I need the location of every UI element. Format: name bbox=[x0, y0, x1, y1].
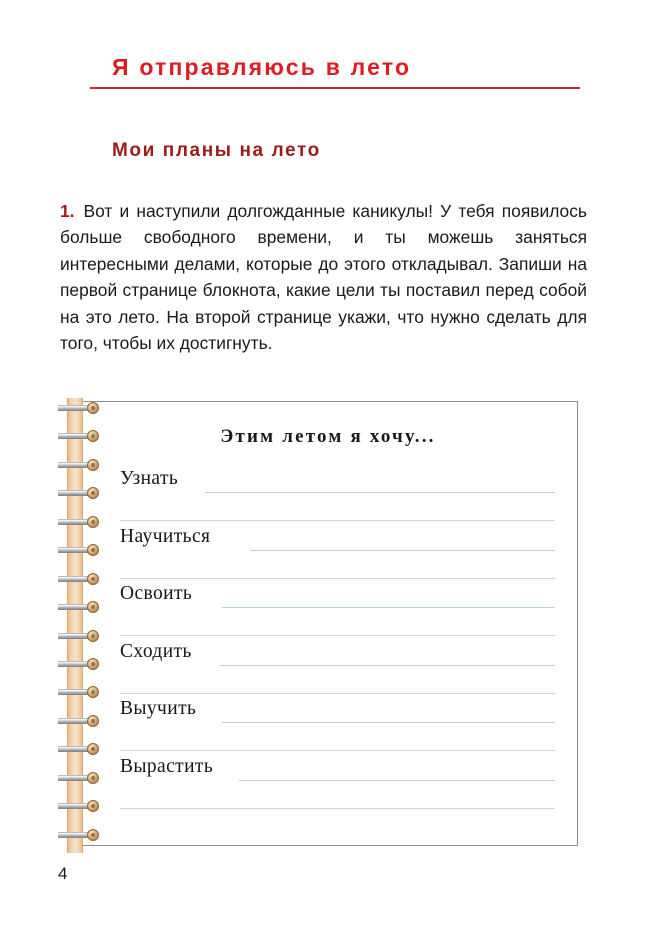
title-divider bbox=[90, 87, 580, 89]
spiral-coil-ring bbox=[87, 630, 99, 642]
spiral-coil-icon bbox=[58, 430, 106, 442]
spiral-coil-icon bbox=[58, 516, 106, 528]
section-subtitle: Мои планы на лето bbox=[112, 140, 321, 161]
spiral-coil-ring bbox=[87, 430, 99, 442]
spiral-coil-ring bbox=[87, 573, 99, 585]
goal-row bbox=[79, 577, 577, 635]
goal-write-line[interactable] bbox=[250, 550, 555, 551]
spiral-coil-icon bbox=[58, 715, 106, 727]
goal-write-line[interactable] bbox=[222, 607, 555, 608]
goal-label: Узнать bbox=[120, 468, 179, 489]
spiral-coil-icon bbox=[58, 573, 106, 585]
spiral-coil-ring bbox=[87, 686, 99, 698]
task-paragraph bbox=[60, 198, 587, 356]
spiral-coil-icon bbox=[58, 686, 106, 698]
spiral-coil-ring bbox=[87, 715, 99, 727]
spiral-coil-ring bbox=[87, 772, 99, 784]
spiral-coil-icon bbox=[58, 829, 106, 841]
spiral-coil-ring bbox=[87, 459, 99, 471]
goal-label: Научиться bbox=[120, 525, 211, 547]
spiral-coil-icon bbox=[58, 743, 106, 755]
spiral-coil-icon bbox=[58, 459, 106, 471]
spiral-coil-ring bbox=[87, 601, 99, 613]
spiral-coil-icon bbox=[58, 800, 106, 812]
spiral-coil-ring bbox=[87, 743, 99, 755]
spiral-coil-icon bbox=[58, 402, 106, 414]
goal-label: Вырастить bbox=[120, 755, 214, 777]
spiral-coil-icon bbox=[58, 601, 106, 613]
spiral-coil-ring bbox=[87, 829, 99, 841]
spiral-coil-ring bbox=[87, 516, 99, 528]
spiral-coil-ring bbox=[87, 544, 99, 556]
goal-list bbox=[79, 462, 577, 807]
goal-write-line[interactable] bbox=[222, 722, 555, 723]
spiral-coil-ring bbox=[87, 658, 99, 670]
spiral-coil-ring bbox=[87, 402, 99, 414]
spiral-binding-icon bbox=[58, 398, 106, 853]
page-title: Я отправляюсь в лето bbox=[112, 54, 412, 80]
task-text: Вот и наступили долгожданные каникулы! У тебя появилось больше свободного времени, и ты можешь заняться интересными делами, которые до этого откладывал. Запиши на первой странице блокнота, какие цели ты поставил перед собой на это лето. На второй странице укажи, что нужно сделать для того, чтобы их достигнуть. bbox=[60, 201, 587, 354]
goal-write-line[interactable] bbox=[205, 492, 555, 493]
page-number: 4 bbox=[58, 864, 68, 883]
goal-row bbox=[79, 462, 577, 520]
spiral-coil-ring bbox=[87, 487, 99, 499]
goal-label: Сходить bbox=[120, 640, 192, 662]
notebook-panel bbox=[78, 401, 578, 846]
goal-row bbox=[79, 635, 577, 693]
goal-row bbox=[79, 750, 577, 808]
spiral-coil-icon bbox=[58, 487, 106, 499]
goal-row bbox=[79, 520, 577, 578]
goal-label: Выучить bbox=[120, 698, 197, 719]
task-block bbox=[60, 198, 587, 356]
spiral-coil-icon bbox=[58, 630, 106, 642]
goal-write-line[interactable] bbox=[220, 665, 555, 666]
spiral-coil-icon bbox=[58, 658, 106, 670]
chapter-title-block bbox=[90, 52, 580, 89]
task-number: 1. bbox=[60, 201, 75, 221]
spiral-coil-icon bbox=[58, 772, 106, 784]
spiral-coil-ring bbox=[87, 800, 99, 812]
goal-write-line-continuation[interactable] bbox=[120, 808, 555, 809]
goal-label: Освоить bbox=[120, 583, 193, 604]
notebook-header: Этим летом я хочу... bbox=[220, 426, 436, 447]
spiral-coil-icon bbox=[58, 544, 106, 556]
goal-row bbox=[79, 692, 577, 750]
goal-write-line[interactable] bbox=[239, 780, 555, 781]
